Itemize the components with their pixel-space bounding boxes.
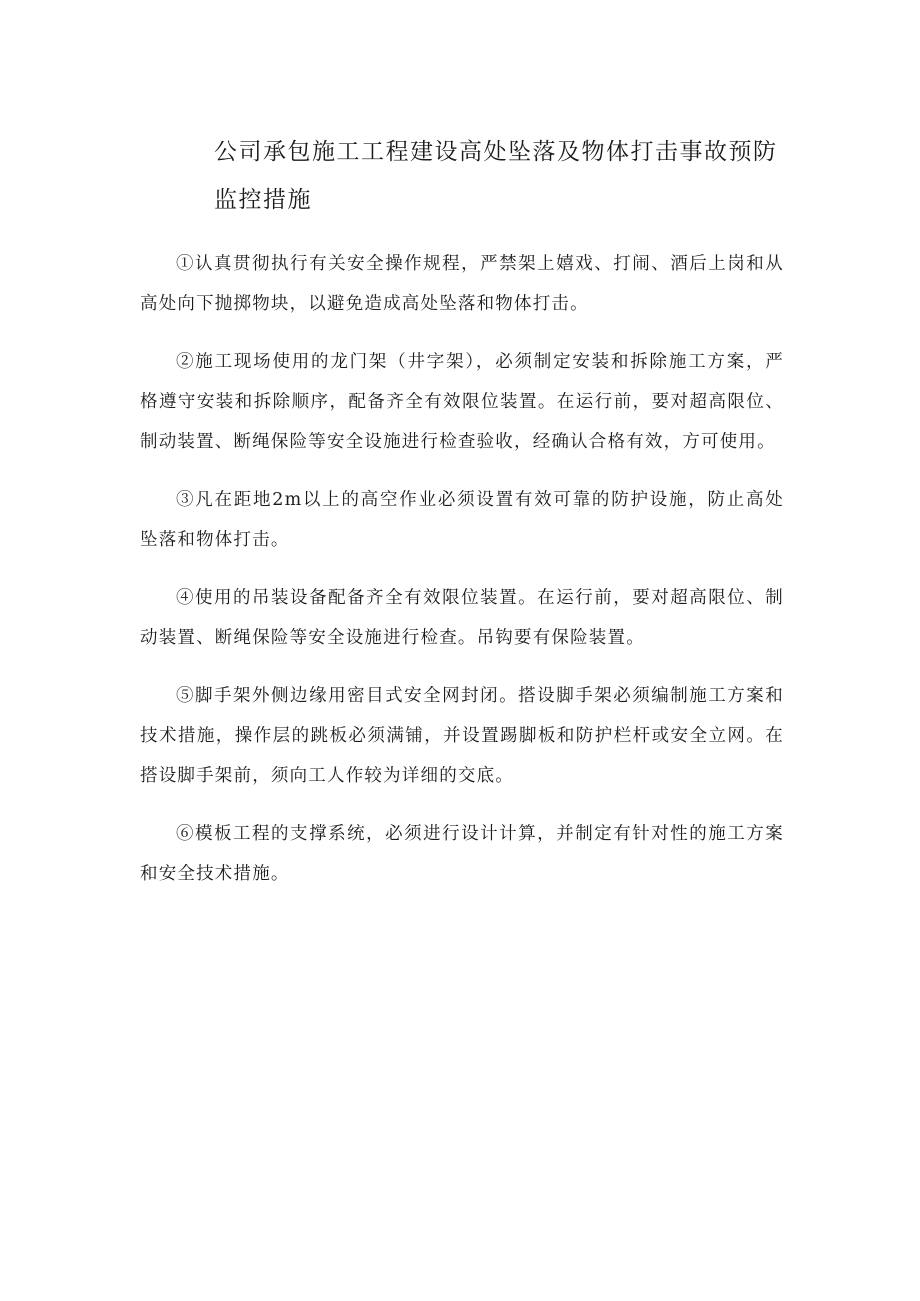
paragraph-4: ④使用的吊装设备配备齐全有效限位装置。在运行前，要对超高限位、制动装置、断绳保险等安全设施进行检查。吊钩要有保险装置。 bbox=[140, 588, 784, 648]
paragraph-5: ⑤脚手架外侧边缘用密目式安全网封闭。搭设脚手架必须编制施工方案和技术措施，操作层的跳板必须满铺，并设置踢脚板和防护栏杆或安全立网。在搭设脚手架前，须向工人作较为详细的交底。 bbox=[140, 686, 784, 786]
paragraph-3: ③凡在距地2m以上的高空作业必须设置有效可靠的防护设施，防止高处坠落和物体打击。 bbox=[140, 490, 784, 550]
paragraph-6: ⑥模板工程的支撑系统，必须进行设计计算，并制定有针对性的施工方案和安全技术措施。 bbox=[140, 824, 784, 884]
document-title: 公司承包施工工程建设高处坠落及物体打击事故预防监控措施 bbox=[214, 139, 778, 213]
document-body bbox=[140, 244, 784, 912]
paragraph-2: ②施工现场使用的龙门架（井字架），必须制定安装和拆除施工方案，严格遵守安装和拆除顺序，配备齐全有效限位装置。在运行前，要对超高限位、制动装置、断绳保险等安全设施进行检查验收，经确认合格有效，方可使用。 bbox=[140, 352, 784, 452]
paragraph-1: ①认真贯彻执行有关安全操作规程，严禁架上嬉戏、打闹、酒后上岗和从高处向下抛掷物块，以避免造成高处坠落和物体打击。 bbox=[140, 254, 784, 314]
